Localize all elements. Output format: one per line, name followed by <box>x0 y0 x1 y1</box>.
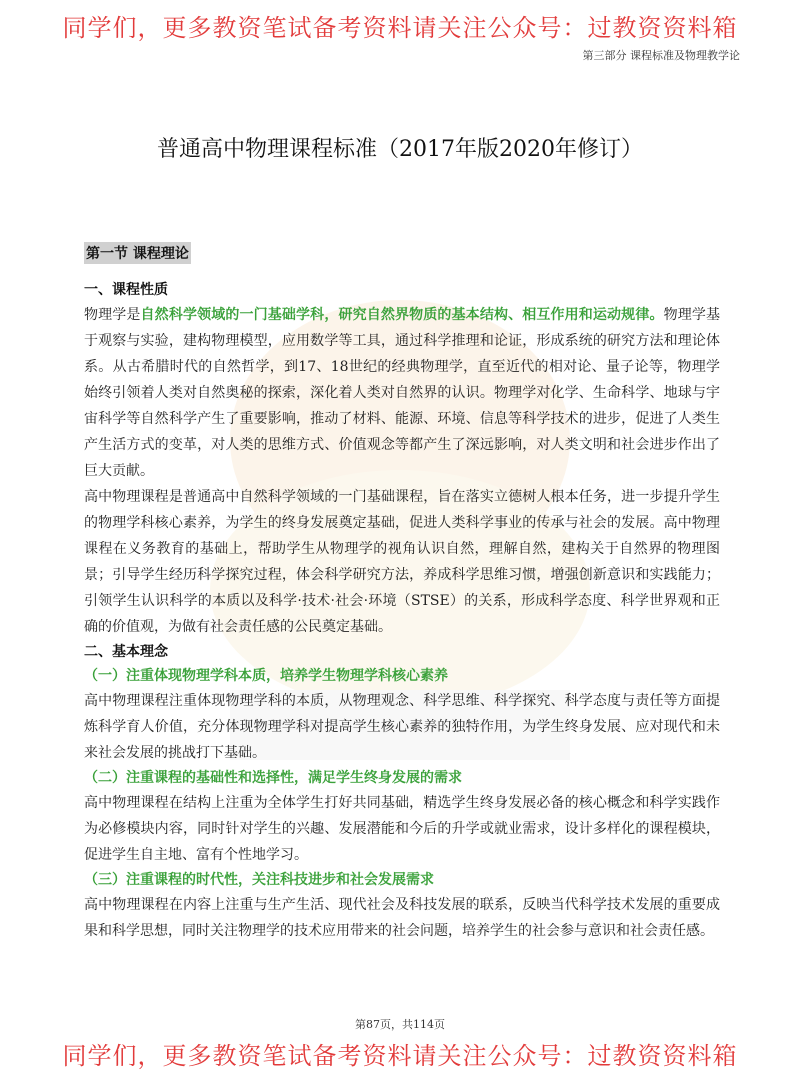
subheading-concept-1: （一）注重体现物理学科本质，培养学生物理学科核心素养 <box>84 668 448 684</box>
document-title: 普通高中物理课程标准（2017年版2020年修订） <box>157 137 643 162</box>
promo-banner-bottom: 同学们，更多教资笔试备考资料请关注公众号：过教资资料箱 <box>62 1042 738 1070</box>
paragraph-course-nature-1 <box>84 302 720 484</box>
running-header: 第三部分 课程标准及物理教学论 <box>582 49 740 62</box>
section-title: 第一节 课程理论 <box>84 242 191 264</box>
heading-basic-concepts: 二、基本理念 <box>84 644 168 660</box>
paragraph-concept-2: 高中物理课程在结构上注重为全体学生打好共同基础，精选学生终身发展必备的核心概念和科学实践作为必修模块内容，同时针对学生的兴趣、发展潜能和今后的升学或就业需求，设计多样化的课程模块，促进学生自主地、富有个性地学习。 <box>84 795 720 863</box>
paragraph-course-nature-2: 高中物理课程是普通高中自然科学领域的一门基础课程，旨在落实立德树人根本任务，进一步提升学生的物理学科核心素养，为学生的终身发展奠定基础，促进人类科学事业的传承与社会的发展。高中物理课程在义务教育的基础上，帮助学生从物理学的视角认识自然，理解自然，建构关于自然界的物理图景；引导学生经历科学探究过程，体会科学研究方法，养成科学思维习惯，增强创新意识和实践能力；引领学生认识科学的本质以及科学·技术·社会·环境（STSE）的关系，形成科学态度、科学世界观和正确的价值观，为做有社会责任感的公民奠定基础。 <box>84 489 720 635</box>
promo-banner-top: 同学们，更多教资笔试备考资料请关注公众号：过教资资料箱 <box>62 14 738 42</box>
heading-course-nature: 一、课程性质 <box>84 282 168 298</box>
paragraph-concept-3: 高中物理课程在内容上注重与生产生活、现代社会及科技发展的联系，反映当代科学技术发展的重要成果和科学思想，同时关注物理学的技术应用带来的社会问题，培养学生的社会参与意识和社会责任感。 <box>84 897 720 939</box>
document-body <box>84 242 720 944</box>
paragraph-suffix: 物理学基于观察与实验，建构物理模型，应用数学等工具，通过科学推理和论证，形成系统的研究方法和理论体系。从古希腊时代的自然哲学，到17、18世纪的经典物理学，直至近代的相对论、量子论等，物理学始终引领着人类对自然奥秘的探索，深化着人类对自然界的认识。物理学对化学、生命科学、地球与宇宙科学等自然科学产生了重要影响，推动了材料、能源、环境、信息等科学技术的进步，促进了人类生产生活方式的变革，对人类的思维方式、价值观念等都产生了深远影响，对人类文明和社会进步作出了巨大贡献。 <box>84 307 721 479</box>
subheading-concept-3: （三）注重课程的时代性，关注科技进步和社会发展需求 <box>84 872 434 888</box>
paragraph-concept-1: 高中物理课程注重体现物理学科的本质，从物理观念、科学思维、科学探究、科学态度与责任等方面提炼科学育人价值，充分体现物理学科对提高学生核心素养的独特作用，为学生终身发展、应对现代和未来社会发展的挑战打下基础。 <box>84 693 720 761</box>
page-number: 第87页，共114页 <box>355 1018 445 1031</box>
subheading-concept-2: （二）注重课程的基础性和选择性，满足学生终身发展的需求 <box>84 770 462 786</box>
highlighted-definition: 自然科学领域的一门基础学科，研究自然界物质的基本结构、相互作用和运动规律。 <box>140 307 664 323</box>
paragraph-prefix: 物理学是 <box>84 307 141 323</box>
